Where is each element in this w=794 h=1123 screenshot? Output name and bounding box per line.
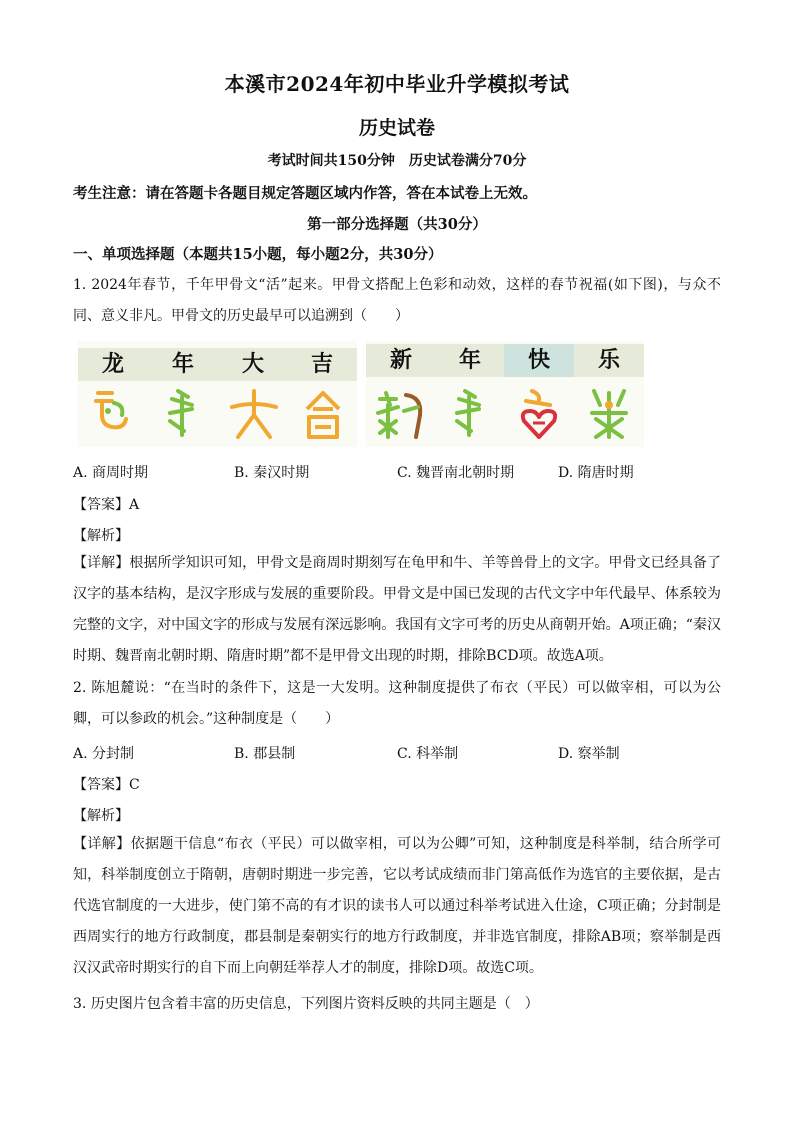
q1-option-c: C. 魏晋南北朝时期 xyxy=(397,465,515,481)
q2-answer: 【答案】C xyxy=(73,777,140,793)
q1-option-d: D. 隋唐时期 xyxy=(558,465,634,481)
q1-option-a: A. 商周时期 xyxy=(73,465,149,481)
candidate-notice: 考生注意：请在答题卡各题目规定答题区域内作答，答在本试卷上无效。 xyxy=(73,185,537,202)
char-long: 龙 xyxy=(101,352,124,377)
subject-title: 历史试卷 xyxy=(358,117,435,139)
char-le: 乐 xyxy=(597,348,620,373)
oracle-da-glyph xyxy=(218,385,288,443)
char-ji: 吉 xyxy=(310,352,333,377)
q2-option-a: A. 分封制 xyxy=(73,746,135,762)
q1-option-b: B. 秦汉时期 xyxy=(234,465,310,481)
q2-option-d: D. 察举制 xyxy=(558,746,620,762)
header-band-left xyxy=(78,348,357,381)
oracle-dragon-glyph xyxy=(78,385,148,443)
part-heading: 第一部分选择题（共30分） xyxy=(307,216,487,233)
q2-analysis-label: 【解析】 xyxy=(73,808,129,824)
oracle-kuai-glyph xyxy=(504,385,574,443)
exam-title: 本溪市2024年初中毕业升学模拟考试 xyxy=(224,72,570,96)
q2-option-b: B. 郡县制 xyxy=(234,746,296,762)
oracle-xin-glyph xyxy=(366,385,436,443)
q1-analysis-label: 【解析】 xyxy=(73,528,129,544)
oracle-le-glyph xyxy=(574,385,644,443)
char-kuai: 快 xyxy=(504,344,574,377)
oracle-nian-glyph xyxy=(148,385,218,443)
q1-answer: 【答案】A xyxy=(73,497,140,513)
header-band-right xyxy=(366,344,644,377)
char-da: 大 xyxy=(241,352,264,377)
section-heading: 一、单项选择题（本题共15小题，每小题2分，共30分） xyxy=(73,246,443,263)
char-xin: 新 xyxy=(389,348,412,373)
exam-info: 考试时间共150分钟 历史试卷满分70分 xyxy=(267,153,527,169)
greeting-panel-right xyxy=(366,341,644,447)
oracle-ji-glyph xyxy=(287,385,357,443)
oracle-nian-glyph-2 xyxy=(435,385,505,443)
oracle-bone-greeting-image xyxy=(78,341,644,447)
q2-detail: 【详解】依据题干信息“布衣（平民）可以做宰相，可以为公卿”可知，这种制度是科举制，结合所学可知，科举制度创立于隋朝，唐朝时期进一步完善，它以考试成绩而非门第高低作为选官的主要依据，是古代选官制度的一大进步，使门第不高的有才识的读书人可以通过科举考试进入仕途，C项正确；分封制是西周实行的地方行政制度，郡县制是秦朝实行的地方行政制度，并非选官制度，排除AB项；察举制是西汉汉武帝时期实行的自下而上向朝廷举荐人才的制度，排除D项。故选C项。 xyxy=(73,836,721,976)
question-2-stem: 2. 陈旭麓说：“在当时的条件下，这是一大发明。这种制度提供了布衣（平民）可以做宰相，可以为公卿，可以参政的机会。”这种制度是（ ） xyxy=(73,680,721,727)
q1-detail: 【详解】根据所学知识可知，甲骨文是商周时期刻写在龟甲和牛、羊等兽骨上的文字。甲骨文已经具备了汉字的基本结构，是汉字形成与发展的重要阶段。甲骨文是中国已发现的古代文字中年代最早、体系较为完整的文字，对中国文字的形成与发展有深远影响。我国有文字可考的历史从商朝开始。A项正确；“秦汉时期、魏晋南北朝时期、隋唐时期”都不是甲骨文出现的时期，排除BCD项。故选A项。 xyxy=(73,555,721,664)
greeting-panel-left xyxy=(78,341,357,447)
question-1-stem: 1. 2024年春节，千年甲骨文“活”起来。甲骨文搭配上色彩和动效，这样的春节祝福(如下图)，与众不同、意义非凡。甲骨文的历史最早可以追溯到（ ） xyxy=(73,277,721,324)
question-3-stem: 3. 历史图片包含着丰富的历史信息，下列图片资料反映的共同主题是（ ） xyxy=(73,996,539,1012)
char-nian: 年 xyxy=(171,352,194,377)
char-nian-2: 年 xyxy=(458,348,481,373)
q2-option-c: C. 科举制 xyxy=(397,746,459,762)
